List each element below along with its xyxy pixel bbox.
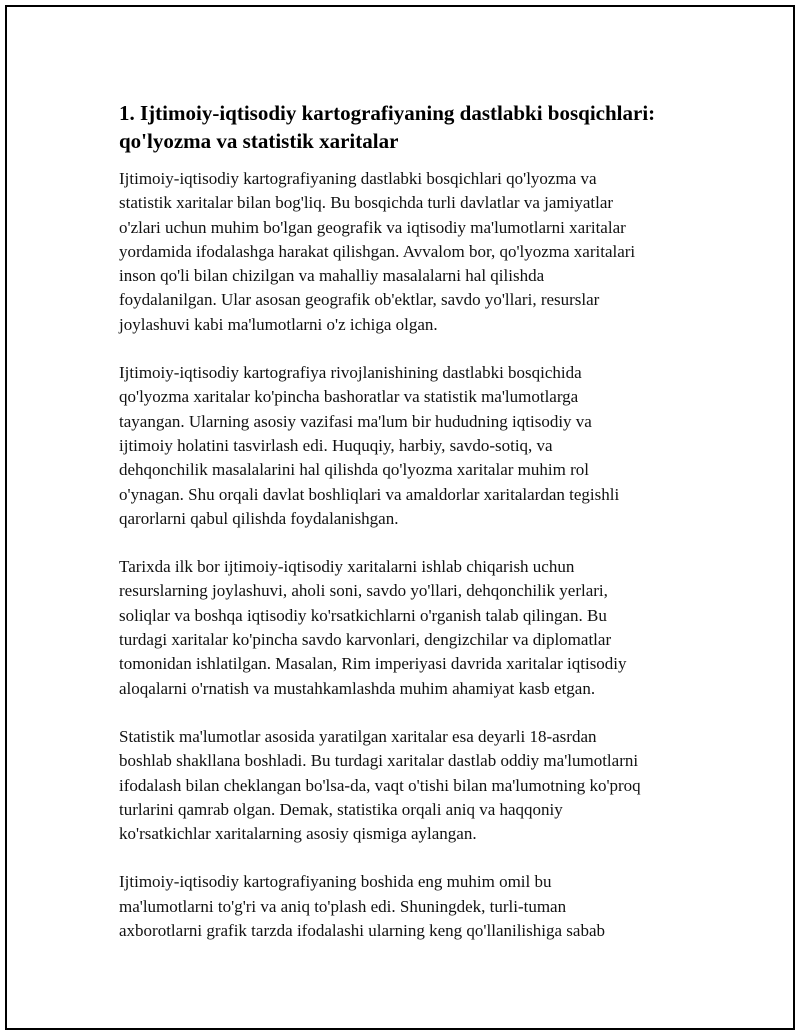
text-line: tayangan. Ularning asosiy vazifasi ma'lum bir hududning iqtisodiy va [119,411,592,431]
text-line: o'ynagan. Shu orqali davlat boshliqlari va amaldorlar xaritalardan tegishli [119,484,620,504]
text-line: tomonidan ishlatilgan. Masalan, Rim imperiyasi davrida xaritalar iqtisodiy [119,654,627,674]
section-heading [119,99,709,155]
text-line: turlarini qamrab olgan. Demak, statistika orqali aniq va haqqoniy [119,799,563,819]
text-line: qo'lyozma xaritalar ko'pincha bashoratlar va statistik ma'lumotlarga [119,387,579,407]
document-body [119,99,709,967]
text-line: qarorlarni qabul qilishda foydalanishgan. [119,508,399,528]
text-line: aloqalarni o'rnatish va mustahkamlashda muhim ahamiyat kasb etgan. [119,678,596,698]
paragraph [119,555,709,701]
text-line: resurslarning joylashuvi, aholi soni, savdo yo'llari, dehqonchilik yerlari, [119,581,608,601]
text-line: Tarixda ilk bor ijtimoiy-iqtisodiy xaritalarni ishlab chiqarish uchun [119,557,575,577]
text-line: ifodalash bilan cheklangan bo'lsa-da, vaqt o'tishi bilan ma'lumotning ko'proq [119,775,641,795]
paragraph [119,361,709,531]
text-line: o'zlari uchun muhim bo'lgan geografik va iqtisodiy ma'lumotlarni xaritalar [119,217,626,237]
text-line: ijtimoiy holatini tasvirlash edi. Huquqiy, harbiy, savdo-sotiq, va [119,435,553,455]
text-line: yordamida ifodalashga harakat qilishgan. Avvalom bor, qo'lyozma xaritalari [119,241,636,261]
heading-line: qo'lyozma va statistik xaritalar [119,129,399,153]
paragraph [119,167,709,337]
text-line: Ijtimoiy-iqtisodiy kartografiya rivojlanishining dastlabki bosqichida [119,363,582,383]
text-line: axborotlarni grafik tarzda ifodalashi ularning keng qo'llanilishiga sabab [119,921,605,941]
text-line: statistik xaritalar bilan bog'liq. Bu bosqichda turli davlatlar va jamiyatlar [119,193,614,213]
text-line: ko'rsatkichlar xaritalarning asosiy qismiga aylangan. [119,824,477,844]
text-line: Statistik ma'lumotlar asosida yaratilgan xaritalar esa deyarli 18-asrdan [119,726,597,746]
text-line: inson qo'li bilan chizilgan va mahalliy masalalarni hal qilishda [119,266,545,286]
paragraph [119,870,709,943]
text-line: foydalanilgan. Ular asosan geografik ob'ektlar, savdo yo'llari, resurslar [119,290,600,310]
text-line: Ijtimoiy-iqtisodiy kartografiyaning dastlabki bosqichlari qo'lyozma va [119,169,597,188]
text-line: turdagi xaritalar ko'pincha savdo karvonlari, dengizchilar va diplomatlar [119,630,612,650]
text-line: Ijtimoiy-iqtisodiy kartografiyaning boshida eng muhim omil bu [119,872,552,892]
page-frame [5,5,795,1030]
paragraph [119,725,709,846]
text-line: joylashuvi kabi ma'lumotlarni o'z ichiga olgan. [119,314,438,334]
text-line: boshlab shakllana boshladi. Bu turdagi xaritalar dastlab oddiy ma'lumotlarni [119,751,639,771]
text-line: soliqlar va boshqa iqtisodiy ko'rsatkichlarni o'rganish talab qilingan. Bu [119,605,607,625]
text-line: ma'lumotlarni to'g'ri va aniq to'plash edi. Shuningdek, turli-tuman [119,896,567,916]
heading-line: 1. Ijtimoiy-iqtisodiy kartografiyaning dastlabki bosqichlari: [119,101,656,125]
text-line: dehqonchilik masalalarini hal qilishda qo'lyozma xaritalar muhim rol [119,460,589,480]
